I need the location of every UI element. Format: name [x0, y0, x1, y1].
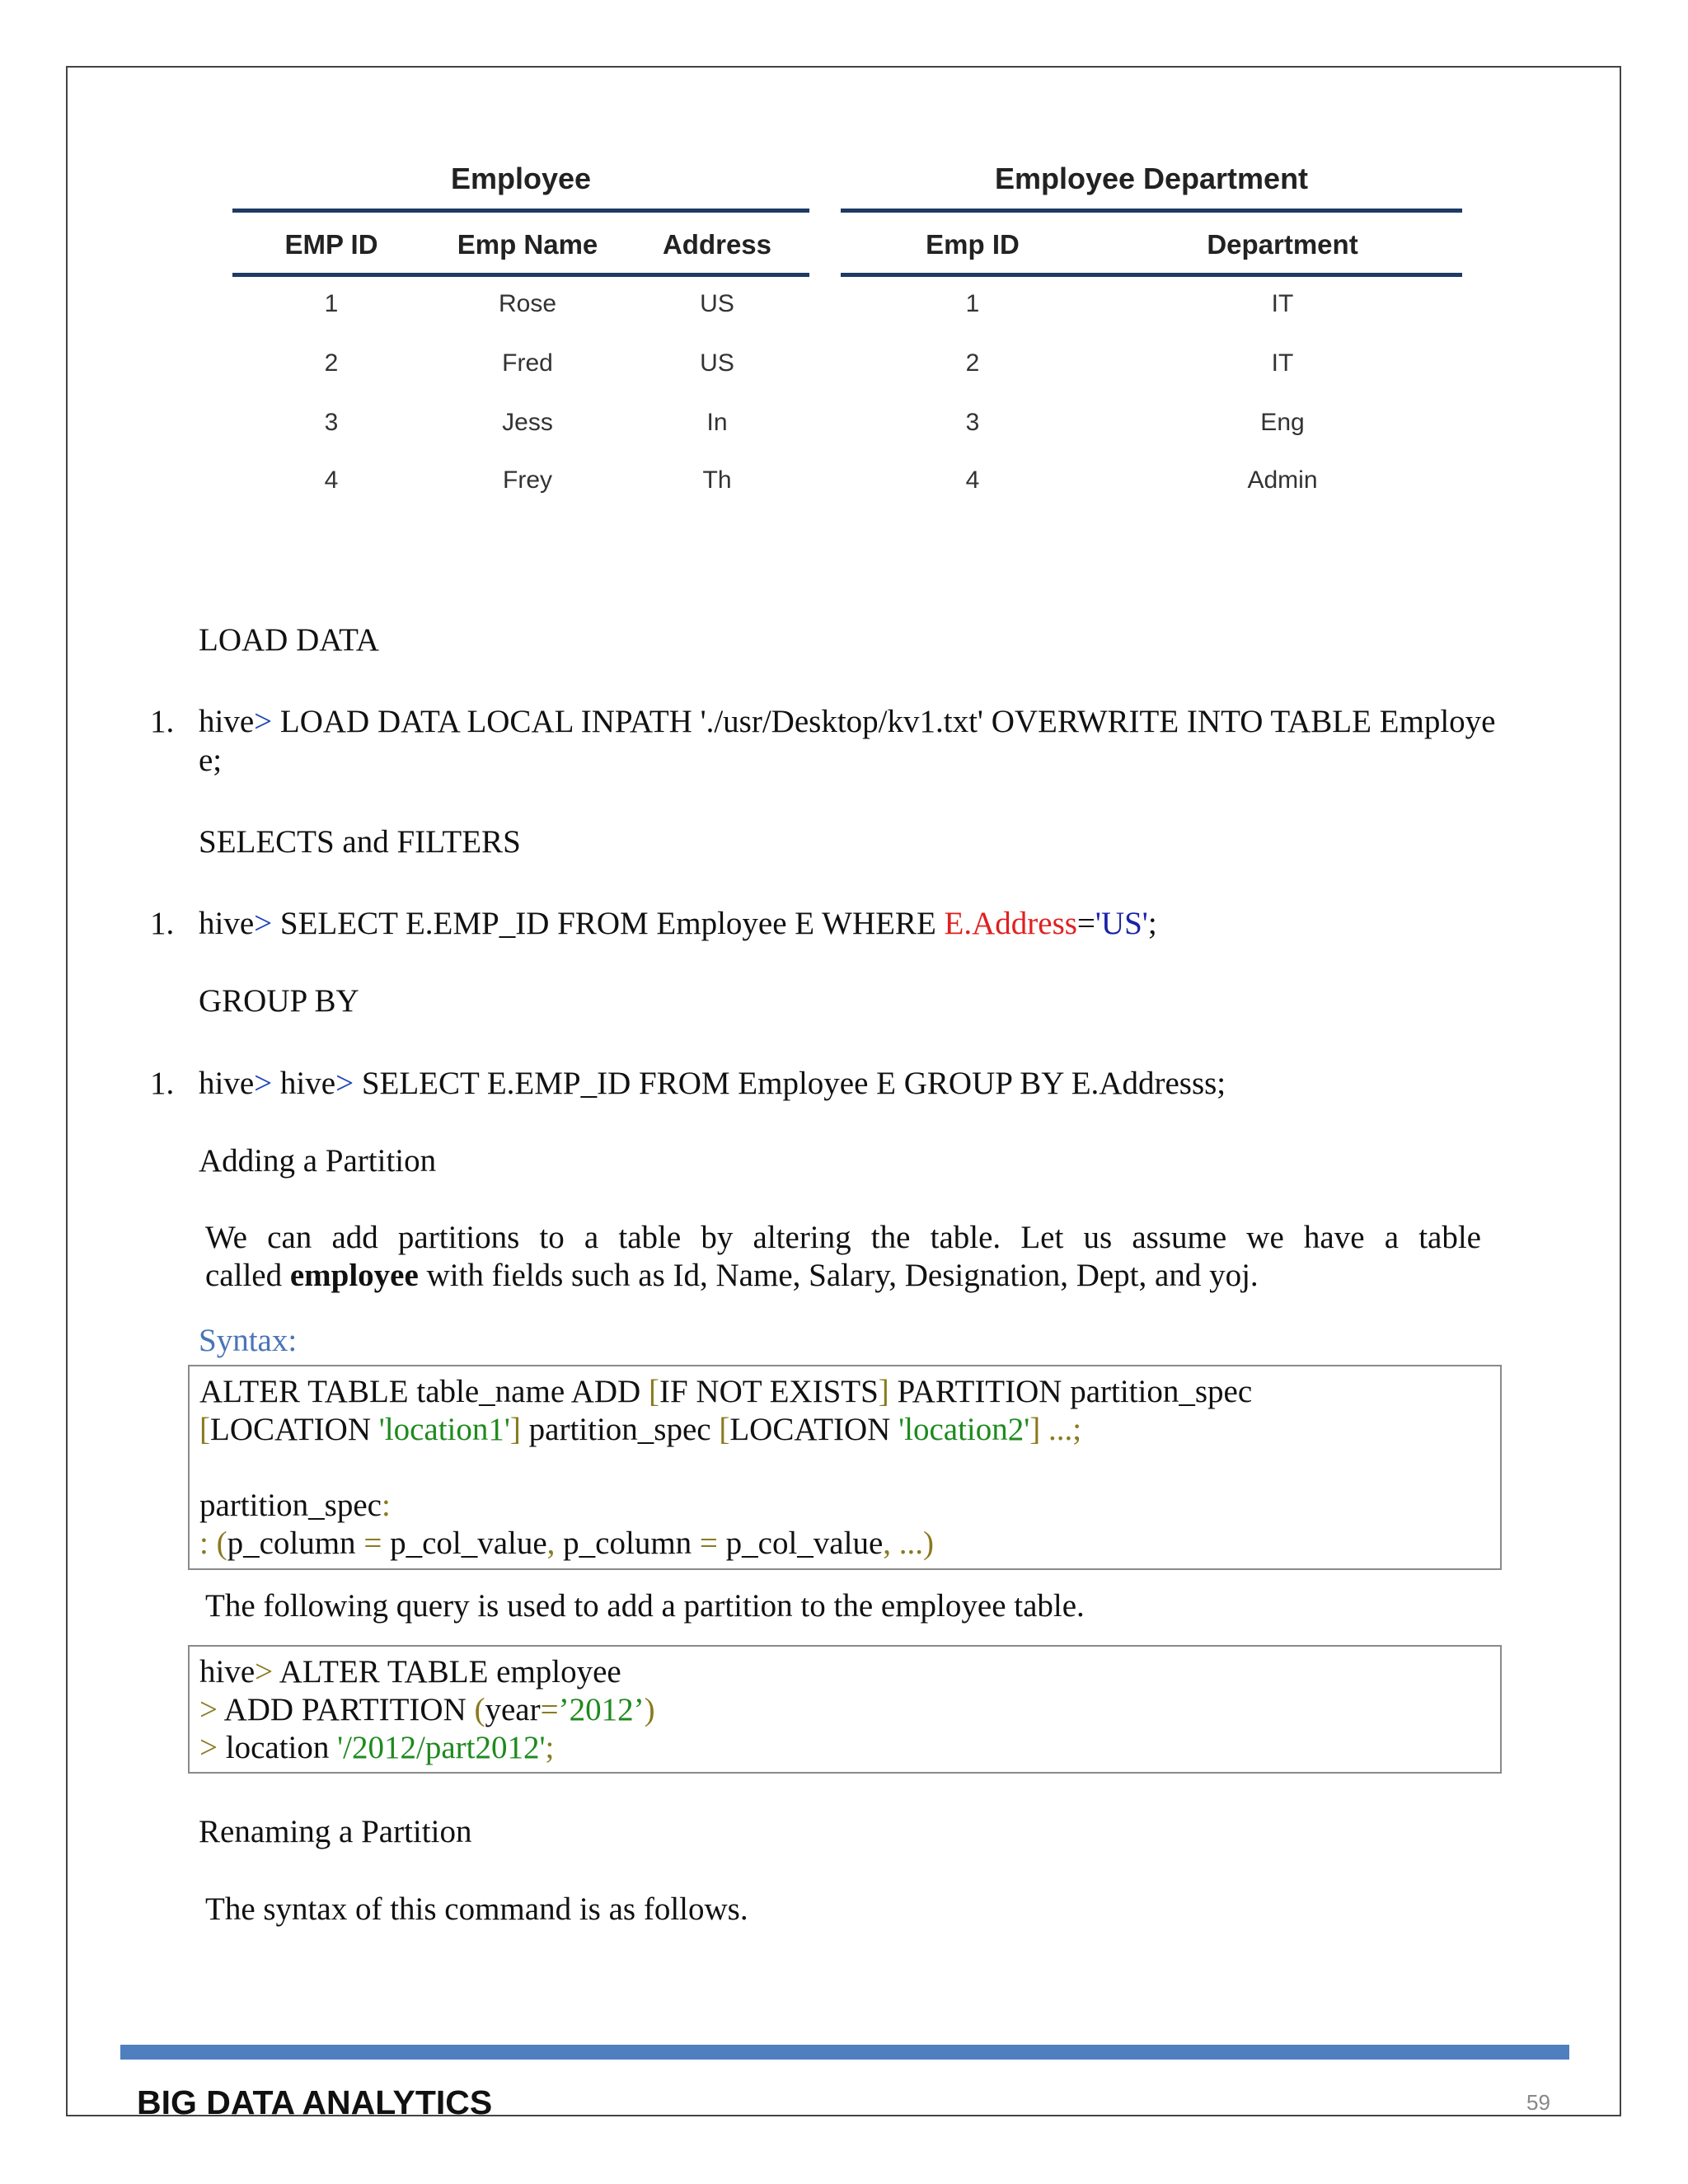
table-cell: Frey — [503, 466, 552, 494]
table-cell: Jess — [502, 409, 553, 436]
table-top-rule — [841, 209, 1462, 213]
renaming-heading: Renaming a Partition — [199, 1814, 472, 1849]
table-cell: Fred — [502, 349, 553, 377]
load-data-command-wrap: e; — [199, 743, 223, 778]
col-header: Emp ID — [926, 229, 1020, 260]
table-cell: Rose — [498, 290, 557, 317]
query-line-2: > ADD PARTITION (year=’2012’) — [199, 1692, 655, 1727]
col-header: Address — [662, 229, 772, 260]
col-header: EMP ID — [284, 229, 378, 260]
syntax-line-3: partition_spec: — [199, 1488, 391, 1523]
table-header-rule — [232, 273, 809, 277]
col-header: Emp Name — [457, 229, 598, 260]
page-number: 59 — [1526, 2090, 1550, 2115]
list-number: 1. — [150, 704, 175, 739]
table-cell: IT — [1271, 349, 1294, 377]
syntax-line-1: ALTER TABLE table_name ADD [IF NOT EXISTS] PARTITION partition_spec — [199, 1374, 1253, 1409]
table-cell: 3 — [965, 409, 980, 436]
load-data-heading: LOAD DATA — [199, 622, 379, 658]
table-cell: IT — [1271, 290, 1294, 317]
footer-title: BIG DATA ANALYTICS — [137, 2083, 493, 2121]
following-query-text: The following query is used to add a partition to the employee table. — [205, 1588, 1085, 1624]
col-header: Department — [1207, 229, 1358, 260]
table-header-rule — [841, 273, 1462, 277]
table-cell: 2 — [324, 349, 339, 377]
table-cell: US — [700, 349, 734, 377]
table-cell: 4 — [324, 466, 339, 494]
group-by-heading: GROUP BY — [199, 983, 359, 1019]
table-cell: 3 — [324, 409, 339, 436]
select-command: hive> SELECT E.EMP_ID FROM Employee E WHERE E.Address='US'; — [199, 906, 1157, 941]
table-cell: US — [700, 290, 734, 317]
table-cell: Th — [702, 466, 732, 494]
syntax-label: Syntax: — [199, 1323, 298, 1358]
query-line-1: hive> ALTER TABLE employee — [199, 1654, 621, 1690]
table-cell: Admin — [1247, 466, 1318, 494]
partition-paragraph-line1: We can add partitions to a table by altering the table. Let us assume we have a table — [205, 1220, 1481, 1255]
footer-bar — [120, 2045, 1569, 2060]
group-by-command: hive> hive> SELECT E.EMP_ID FROM Employee E GROUP BY E.Addresss; — [199, 1066, 1226, 1101]
table-cell: Eng — [1260, 409, 1305, 436]
table-cell: 2 — [965, 349, 980, 377]
renaming-text: The syntax of this command is as follows. — [205, 1891, 748, 1927]
syntax-code-box — [188, 1365, 1502, 1570]
department-table-title: Employee Department — [994, 162, 1309, 195]
syntax-line-2: [LOCATION 'location1'] partition_spec [LOCATION 'location2'] ...; — [199, 1412, 1082, 1447]
syntax-line-4: : (p_column = p_col_value, p_column = p_col_value, ...) — [199, 1526, 935, 1561]
query-line-3: > location '/2012/part2012'; — [199, 1730, 555, 1765]
selects-heading: SELECTS and FILTERS — [199, 824, 521, 860]
partition-paragraph-line2: called employee with fields such as Id, Name, Salary, Designation, Dept, and yoj. — [205, 1258, 1259, 1293]
partition-heading: Adding a Partition — [199, 1143, 437, 1179]
employee-table-title: Employee — [450, 162, 592, 195]
load-data-command: hive> LOAD DATA LOCAL INPATH './usr/Desktop/kv1.txt' OVERWRITE INTO TABLE Employe — [199, 704, 1496, 739]
table-cell: In — [706, 409, 728, 436]
table-cell: 4 — [965, 466, 980, 494]
list-number: 1. — [150, 906, 175, 941]
list-number: 1. — [150, 1066, 175, 1101]
query-code-box — [188, 1645, 1502, 1774]
table-cell: 1 — [324, 290, 339, 317]
table-top-rule — [232, 209, 809, 213]
table-cell: 1 — [965, 290, 980, 317]
